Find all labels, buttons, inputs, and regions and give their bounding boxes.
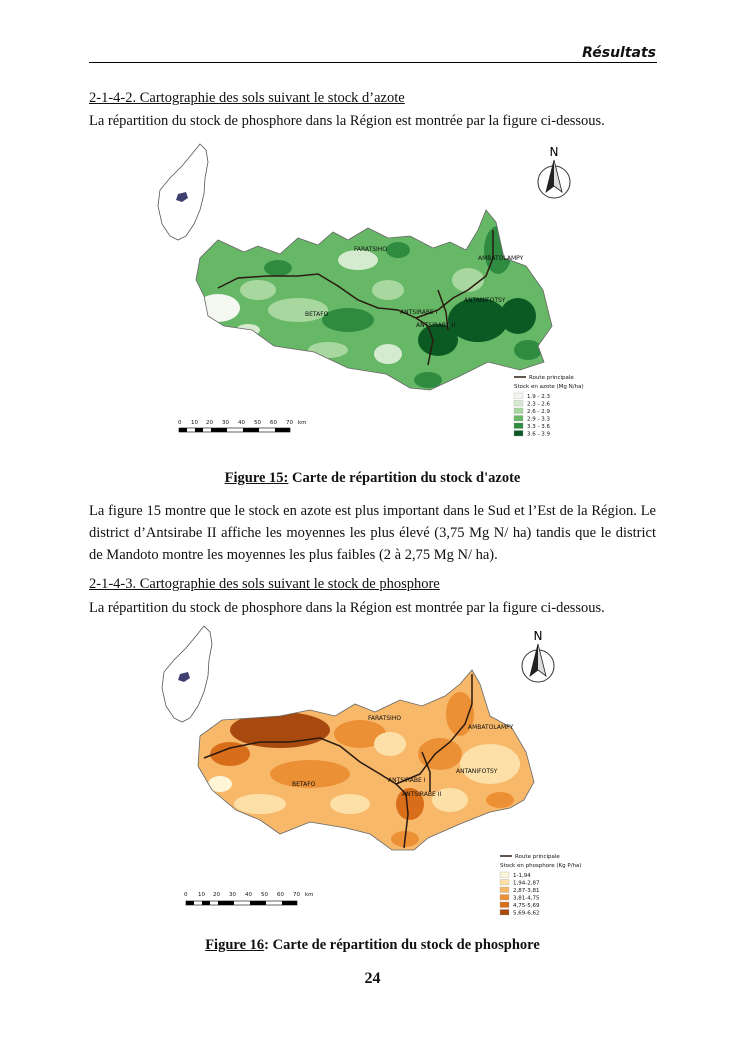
figure-15-label: Figure 15: <box>224 470 289 486</box>
city-label: AMBATOLAMPY <box>468 724 514 731</box>
madagascar-inset <box>162 626 212 722</box>
figure-15-caption <box>0 470 745 487</box>
svg-text:60: 60 <box>277 892 284 898</box>
header-rule <box>89 62 657 63</box>
legend-item-label: 2.6 - 2.9 <box>527 409 550 415</box>
city-label: BETAFO <box>292 781 316 788</box>
legend-swatch <box>514 408 523 414</box>
scale-bar <box>178 420 307 432</box>
madagascar-inset <box>158 144 208 240</box>
legend-swatch <box>500 887 509 893</box>
legend-item-label: 4,75-5,69 <box>513 903 540 909</box>
svg-text:40: 40 <box>238 420 245 426</box>
svg-text:20: 20 <box>213 892 220 898</box>
svg-text:60: 60 <box>270 420 277 426</box>
legend-road-label: Route principale <box>529 375 574 381</box>
north-label: N <box>549 145 559 159</box>
svg-text:10: 10 <box>191 420 198 426</box>
legend-item-label: 2.3 - 2.6 <box>527 401 550 408</box>
svg-text:km: km <box>305 892 314 898</box>
figure-16-caption-text: : Carte de répartition du stock de phosphore <box>264 937 540 953</box>
city-label: ANTSIRABE I <box>400 309 438 316</box>
figure-16-label: Figure 16 <box>205 937 265 953</box>
legend-swatch <box>514 423 523 429</box>
discussion-paragraph: La figure 15 montre que le stock en azote est plus important dans le Sud et l’Est de la Région. Le district d’Antsirabe II affiche les moyennes les plus élevé (3,75 Mg N/ ha) tandis que le district de Mandoto montre les moyennes les plus faibles (2 à 2,75 Mg N/ ha). <box>89 503 656 563</box>
figure-15-caption-text: Carte de répartition du stock d'azote <box>288 470 521 486</box>
legend-item-label: 2,87-3,81 <box>513 888 540 894</box>
legend-item-label: 3,81-4,75 <box>513 895 540 902</box>
svg-text:70: 70 <box>286 420 293 426</box>
svg-text:km: km <box>298 420 307 426</box>
city-label: ANTANIFOTSY <box>456 768 498 775</box>
running-header-title: Résultats <box>582 45 656 61</box>
legend-item-label: 1-1,94 <box>513 873 531 879</box>
city-label: ANTSIRABE I <box>388 777 426 784</box>
legend-swatch <box>514 393 523 399</box>
legend-item-label: 1,94-2,87 <box>513 880 540 887</box>
section-intro-azote: La répartition du stock de phosphore dans la Région est montrée par la figure ci-dessous. <box>89 113 605 129</box>
section-heading-azote: 2-1-4-2. Cartographie des sols suivant le stock d’azote <box>89 90 405 106</box>
legend-swatch <box>514 401 523 407</box>
legend-item-label: 3.6 - 3.9 <box>527 431 550 438</box>
section-intro-phosphore: La répartition du stock de phosphore dans la Région est montrée par la figure ci-dessous. <box>89 600 605 616</box>
city-label: FARATSIHO <box>368 715 402 722</box>
legend-item-label: 1.9 - 2.3 <box>527 394 550 400</box>
figure-16-map <box>160 624 585 924</box>
legend-swatch <box>514 431 523 437</box>
page-number: 24 <box>364 970 381 987</box>
svg-text:50: 50 <box>254 420 261 426</box>
legend-title: Stock en phosphore (Kg P/ha) <box>500 863 582 869</box>
legend-swatch <box>500 872 509 878</box>
city-label: ANTANIFOTSY <box>464 297 506 304</box>
figure-16-caption <box>0 937 745 954</box>
north-arrow-icon <box>538 145 570 198</box>
legend-swatch <box>500 902 509 908</box>
svg-text:0: 0 <box>178 420 182 426</box>
scale-bar <box>184 892 314 905</box>
legend-swatch <box>500 895 509 901</box>
city-label: ANTSIRABE II <box>416 322 456 329</box>
section-heading-phosphore: 2-1-4-3. Cartographie des sols suivant le stock de phosphore <box>89 576 440 592</box>
legend-swatch <box>500 910 509 916</box>
region-map <box>198 670 534 850</box>
svg-text:50: 50 <box>261 892 268 898</box>
north-label: N <box>533 629 543 643</box>
legend-swatch <box>514 416 523 422</box>
city-label: FARATSIHO <box>354 246 388 253</box>
north-arrow-icon <box>522 629 554 682</box>
legend-road-label: Route principale <box>515 854 560 860</box>
map-legend <box>514 375 584 438</box>
city-label: ANTSIRABE II <box>402 791 442 798</box>
city-label: BETAFO <box>305 311 329 318</box>
svg-text:0: 0 <box>184 892 188 898</box>
legend-item-label: 2.9 - 3.3 <box>527 416 550 423</box>
legend-swatch <box>500 880 509 886</box>
svg-text:30: 30 <box>229 892 236 898</box>
legend-item-label: 5,69-6,62 <box>513 910 540 917</box>
svg-text:40: 40 <box>245 892 252 898</box>
svg-text:20: 20 <box>206 420 213 426</box>
svg-text:30: 30 <box>222 420 229 426</box>
city-label: AMBATOLAMPY <box>478 255 524 262</box>
svg-text:70: 70 <box>293 892 300 898</box>
figure-15-map <box>148 140 596 458</box>
legend-title: Stock en azote (Mg N/ha) <box>514 384 584 390</box>
legend-item-label: 3.3 - 3.6 <box>527 424 550 430</box>
svg-text:10: 10 <box>198 892 205 898</box>
map-legend <box>500 854 582 917</box>
